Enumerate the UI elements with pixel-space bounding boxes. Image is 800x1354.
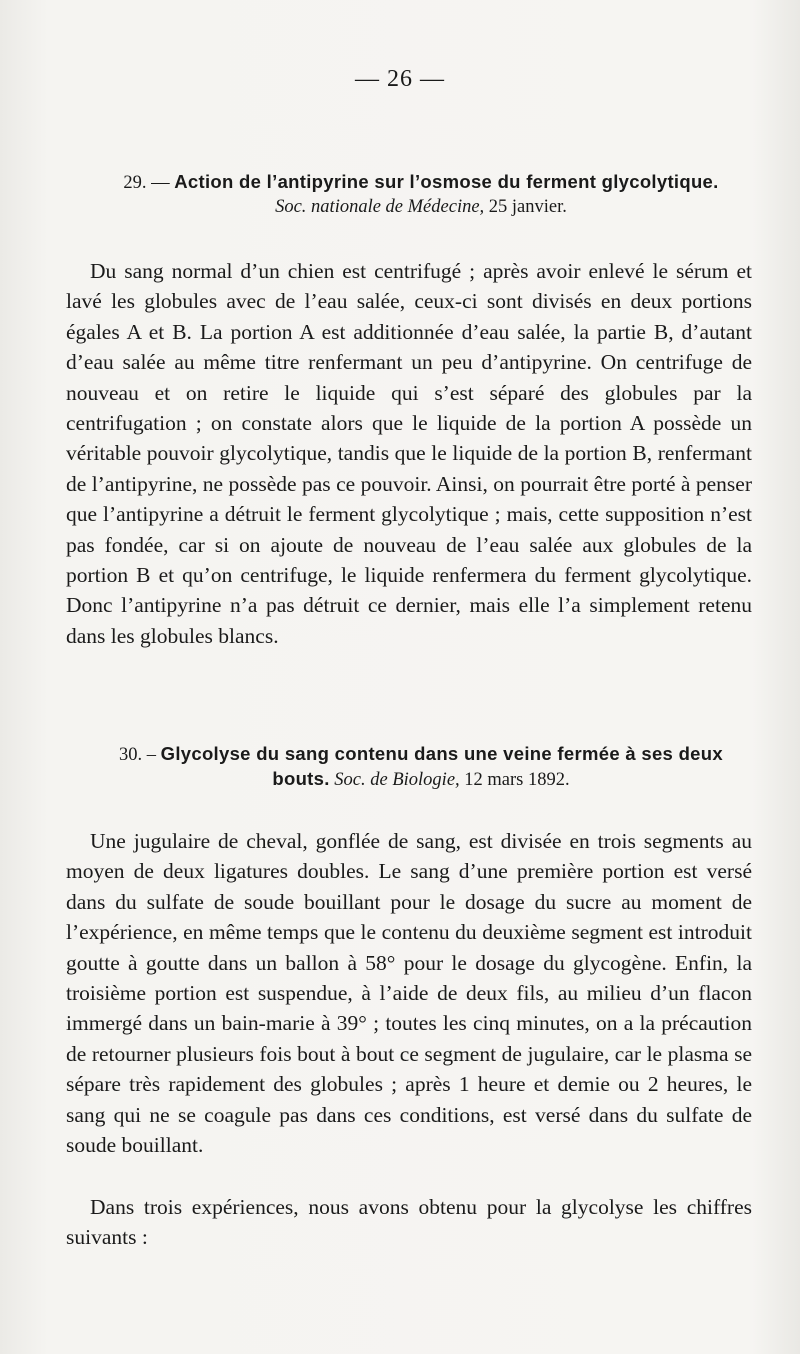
- section-30-paragraph-1: Une jugulaire de cheval, gonflée de sang, est divisée en trois segments au moyen de deux ligatures doubles. Le sang d’une première portion est versé dans du sulfate de soude bouillant pour le dosage du sucre au moment de l’expérience, en même temps que le contenu du deuxième segment est introduit goutte à goutte dans un ballon à 58° pour le dosage du glycogène. Enfin, la troisième portion est suspendue, à l’aide de deux fils, au milieu d’un flacon immergé dans un bain-marie à 39° ; toutes les cinq minutes, on a la précaution de retourner plusieurs fois bout à bout ce segment de jugulaire, car le plasma se sépare très rapidement des globules ; après 1 heure et demie ou 2 heures, le sang qui ne se coagule pas dans ces conditions, est versé dans du sulfate de soude bouillant.: [66, 829, 752, 1158]
- page-number: — 26 —: [355, 66, 445, 92]
- section-30-number: 30. –: [119, 745, 157, 765]
- section-30-title: Glycolyse du sang contenu dans une veine fermée à ses deux bouts.: [160, 743, 723, 789]
- section-30-heading: [90, 742, 752, 792]
- section-29-number: 29. —: [123, 173, 170, 193]
- section-29-title: Action de l’antipyrine sur l’osmose du ferment glycolytique.: [174, 171, 719, 192]
- section-29-heading: [90, 170, 752, 219]
- section-30-paragraph-2: Dans trois expériences, nous avons obtenu pour la glycolyse les chiffres suivants :: [66, 1195, 752, 1250]
- section-30-date: 12 mars 1892.: [464, 770, 570, 790]
- section-29-date: 25 janvier.: [488, 197, 567, 217]
- section-29-paragraph: Du sang normal d’un chien est centrifugé ; après avoir enlevé le sérum et lavé les globules avec de l’eau salée, ceux-ci sont divisés en deux portions égales A et B. La portion A est additionnée d’eau salée, la partie B, d’autant d’eau salée au même titre renfermant un peu d’antipyrine. On centrifuge de nouveau et on retire le liquide qui s’est séparé des globules par la centrifugation ; on constate alors que le liquide de la portion A possède un véritable pouvoir glycolytique, tandis que le liquide de la portion B, renfermant de l’antipyrine, ne possède pas ce pouvoir. Ainsi, on pourrait être porté à penser que l’antipyrine a détruit le ferment glycolytique ; mais, cette supposition n’est pas fondée, car si on ajoute de nouveau de l’eau salée aux globules de la portion B et qu’on centrifuge, le liquide renfermera du ferment glycolytique. Donc l’antipyrine n’a pas détruit ce dernier, mais elle l’a simplement retenu dans les globules blancs.: [66, 259, 752, 648]
- section-29-source: Soc. nationale de Médecine,: [275, 197, 485, 217]
- section-30-source: Soc. de Biologie,: [334, 770, 460, 790]
